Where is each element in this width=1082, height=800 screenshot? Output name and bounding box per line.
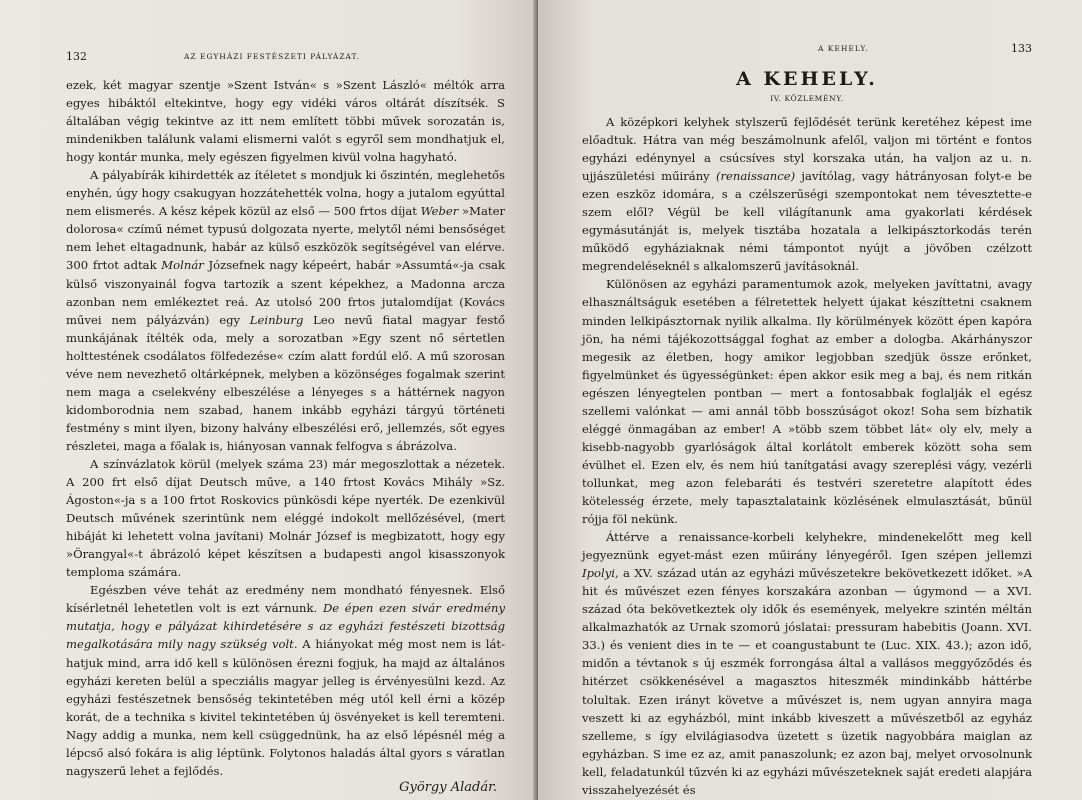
right-page: [538, 0, 1082, 800]
paragraph: [66, 581, 505, 780]
right-running-head: [582, 42, 1032, 58]
text-run: , a XV. század után az egyházi művészetekre bekövetkezett időket. »A hit és művészet ezen fényes korszakára azonban — úgymond — a XVI. század óta bekövetkeztek oly idők és események, melyekre szintén méltán alkalmazhatók az Urnak szomorú jóslatai: pressuram habebitis (Joann. XVI. 33.) és venient dies in te — et coangustabunt te (Luc. XIX. 43.); azon idő, midőn a tévtanok s új eszmék forrongása által a vallásos meggyőződés és hitérzet csökkenésével a magasztos hiteszmék mindinkább háttérbe tolultak. Ezen irányt követve a művészet is, nem ugyan annyira maga veszett ki az egyházból, mint inkább kiveszett a művészetből az egyház szelleme, s így elvilágiasodva üzetett s üzetik nagyobbára maiglan az egyházban. S ime ez az, amit panaszolunk; ez azon baj, melyet orvosolnunk kell, feladatunkúl tűzvén ki az egyházi művészeteknek saját eredeti alapjára visszahelyezését és: [582, 566, 1032, 797]
paragraph: [66, 166, 505, 455]
text-run: Egészben véve tehát az eredmény nem mondható fényesnek. Első kísérletnél lehetetlen volt is ezt várnunk.: [66, 583, 505, 616]
text-run: Leo nevű fiatal magyar festő munkájának ítélték oda, mely a sorozatban »Egy szent nő sértetlen holttestének csodálatos fölfedezése« czím alatt fordúl elő. A mű szorosan véve nem nevezhető oltárképnek, melyben a közönséges fogalmak szerint nem maga a cselekvény elbeszélése a lényeges s a háttérnek nagyon kidomborodnia nem szabad, hanem inkább egyházi tárgyú történeti festmény s mint ilyen, bizony halvány elbeszélési erő, jellemzés, sőt egyes részletei, maga a főalak is, hiányosan vannak felfogva s ábrázolva.: [66, 312, 506, 453]
left-running-head: [66, 50, 505, 66]
text-run: ezek, két magyar szentje »Szent István« s »Szent László« méltók arra egyes hibáktól eltekintve, hogy egy vidéki város oltárát díszítsék. S általában végig tekintve az itt nem említett többi művek sorozatán is, mindenikben találunk valami elismerni valót s egyről sem mondhatjuk el, hogy kontár munka, mely egészen figyelmen kivül volna hagyható.: [66, 78, 505, 165]
paragraph: [582, 275, 1032, 528]
article-subtitle: IV. KÖZLEMÉNY.: [770, 94, 844, 103]
italic-run: (renaissance): [715, 169, 796, 184]
right-running-title: A KEHELY.: [818, 44, 869, 53]
right-body-text: [582, 113, 1032, 799]
paragraph: [66, 76, 505, 166]
paragraph: [66, 455, 505, 581]
text-run: A hiányokat még most nem is láthatjuk mind, arra idő kell s különösen érezni fogjuk, ha majd az általános egyházi kereten belül a specziális magyar jelleg is érvényesülni kezd. Az egyházi festészetnek bensőség tekintetében még utól kell érni a közép korát, de a technika s kivitel tekintetében új ösvényeket is kell teremteni. Nagy addig a munka, nem kell csüggednünk, ha az első lépésnél még a lépcső alsó fokára is alig léptünk. Folytonos haladás által gyors s váratlan nagyszerű lehet a fejlődés.: [66, 637, 505, 778]
italic-run: Weber: [420, 204, 459, 219]
article-title: A KEHELY.: [736, 68, 878, 90]
text-run: »Mater dolorosa« czímű német typusú dolgozata nyerte, melytől némi bensőséget nem lehet eltagadnunk, habár az külső eszközök segítségével van elérve. 300 frtot adtak: [66, 204, 505, 273]
text-run: Különösen az egyházi paramentumok azok, melyeken javíttatni, avagy elhasználtságuk esetében a félretettek helyett újakat készíttetni csaknem minden lelkipásztornak nyilik alkalma. Ily körülmények között épen kapóra jön, ha némi tájékozottsággal foghat az ember a dologba. Akárhányszor megesik az életben, hogy amikor legjobban szedjük össze erőnket, figyelmünket és ügyességünket: épen akkor esik meg a baj, és nem ritkán egészen lényegtelen pontban — mert a fontosabbak foglalják el egész szellemi valónkat — ami annál több bosszúságot okoz! Soha sem bízhatik eléggé önmagában az ember! A »több szem többet lát« oly elv, mely a kisebb-nagyobb gyarlóságok által korlátolt emberek között soha sem évülhet el. Ezen elv, és nem hiú tanítgatási avagy szereplési vágy, vezérli tollunkat, meg azon felebaráti és testvéri szeretetre alapított édes kötelesség érzete, mely tapasztalataink közlésének elmulasztását, bűnül rójja föl nekünk.: [582, 277, 1032, 527]
author-signature: György Aladár.: [399, 779, 497, 795]
text-run: javítólag, vagy hátrányosan folyt-e be ezen eszköz idomára, s a czélszerűségi szempontokat nem tévesztette-e szem elől? Végül be kell világítanunk ama gyakorlati kérdések egymásutánját is, melyek tisztába hozatala a lelkipásztorkodás terén működő egyháziaknak némi támpontot nyújt a jövőben czélzott megrendeléseknél s alkalomszerű javításoknál.: [582, 169, 1032, 274]
right-page-number: 133: [1011, 42, 1032, 55]
text-run: Józsefnek nagy képeért, habár »Assumtá«-ja csak külső viszonyainál fogva tartozik a szent képekhez, a Madonna arcza azonban nem emlékeztet reá. Az utolsó 200 frtos jutalomdíjat (Kovács művei nem pályázván) egy: [66, 258, 505, 327]
paragraph: [582, 113, 1032, 275]
text-run: A színvázlatok körül (melyek száma 23) már megoszlottak a nézetek. A 200 frt első díjat Deutsch műve, a 140 frtost Kovács Mihály »Sz. Ágoston«-ja s a 100 frtot Roskovics pünkösdi képe nyerték. De ezenkivül Deutsch művének szerintünk nem eléggé indokolt mellőzésével, (mert hibáját ki lehetett volna javítani) Molnár József is megbizatott, hogy egy »Örangyal«-t ábrázoló képet készítsen a budapesti angol kisasszonyok temploma számára.: [66, 456, 505, 580]
italic-run: Molnár: [161, 258, 204, 273]
left-body-text: [66, 76, 505, 780]
italic-run: Ipolyi: [582, 566, 615, 581]
left-running-title: AZ EGYHÁZI FESTÉSZETI PÁLYÁZAT.: [184, 52, 360, 61]
italic-run: Leinburg: [249, 312, 304, 327]
paragraph: [582, 528, 1032, 799]
left-page: [0, 0, 538, 800]
text-run: A középkori kelyhek stylszerű fejlődését terünk keretéhez képest ime előadtuk. Hátra van még beszámolnunk afelől, valjon mi történt e fontos egyházi edénynyel a csúcsíves styl korszaka után, ha valjon az u. n. ujjászületési műirány: [582, 115, 1032, 184]
text-run: A pályabírák kihirdették az ítéletet s mondjuk ki őszintén, meglehetős enyhén, úgy hogy csakugyan hozzátehették volna, hogy a jutalom egyúttal nem elismerés. A kész képek közül az első — 500 frtos díjat: [66, 168, 505, 219]
italic-run: De épen ezen sivár eredmény mutatja, hogy e pályázat kihirdetésére s az egyházi festészeti bizottság megalkotására mily nagy szükség volt.: [66, 601, 506, 652]
left-page-number: 132: [66, 50, 87, 63]
text-run: Áttérve a renaissance-korbeli kelyhekre, mindenekelőtt meg kell jegyeznünk egyet-mást ezen műirány lényegéről. Igen szépen jellemzi: [582, 530, 1032, 563]
